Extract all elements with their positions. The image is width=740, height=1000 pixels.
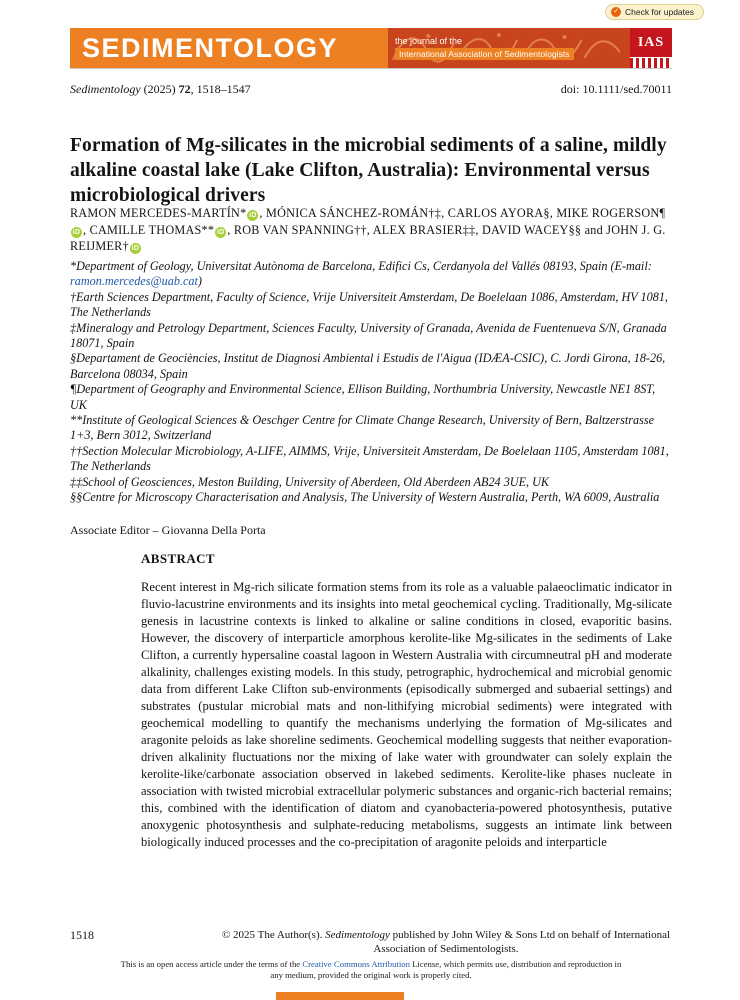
orcid-icon[interactable]: iD (216, 228, 225, 236)
journal-name: SEDIMENTOLOGY (82, 32, 339, 63)
author-segment: , CAMILLE THOMAS** (83, 222, 215, 237)
copyright-post: published by John Wiley & Sons Ltd on behalf of International Association of Sedimentologists. (373, 929, 671, 955)
citation-year: (2025) (140, 82, 179, 96)
open-access-post: License, which permits use, distribution and reproduction in any medium, provided the original work is properly cited. (270, 959, 622, 980)
abstract-section (141, 551, 672, 851)
affiliation: §§Centre for Microscopy Characterisation and Analysis, The University of Western Australia, Perth, WA 6009, Australia (70, 490, 660, 505)
citation-journal: Sedimentology (70, 82, 141, 96)
citation-text (70, 82, 251, 97)
crossmark-icon: ✓ (611, 7, 621, 17)
open-access-pre: This is an open access article under the terms of the (120, 959, 303, 969)
affiliation: §Departament de Geociències, Institut de Diagnosi Ambiental i Estudis de l'Aigua (IDÆA-CSIC), C. Jordi Girona, 18-26, Barcelona 08034, Spain (70, 351, 666, 381)
citation-row (70, 82, 672, 97)
citation-pages: , 1518–1547 (190, 82, 251, 96)
citation-volume: 72 (178, 82, 191, 96)
journal-tagline-block (388, 28, 630, 68)
ias-logo-stripes (630, 57, 672, 68)
doi-text: doi: 10.1111/sed.70011 (560, 82, 672, 96)
orcid-icon[interactable]: iD (249, 212, 257, 219)
affiliation: †Earth Sciences Department, Faculty of Science, Vrije Universiteit Amsterdam, De Boelelaan 1086, Amsterdam, HV 1081, The Netherlands (70, 289, 668, 320)
copyright-pre: © 2025 The Author(s). (221, 929, 326, 941)
bottom-banner-fragment (276, 992, 404, 1000)
affiliation (70, 259, 672, 290)
affiliation: **Institute of Geological Sciences & Oeschger Centre for Climate Change Research, University of Bern, Baltzerstrasse 1+3, Bern 3012, Switzerland (70, 413, 654, 443)
author-segment: RAMON MERCEDES-MARTÍN* (70, 206, 247, 220)
affiliation: ‡Mineralogy and Petrology Department, Sciences Faculty, University of Granada, Avenida de Fuentenueva S/N, Granada 18071, Spain (70, 320, 667, 351)
abstract-text: Recent interest in Mg-rich silicate formation stems from its role as a valuable palaeoclimatic indicator in fluvio-lacustrine environments and its insights into metal geochemical cycling. Traditionally, Mg-silicate genesis in lacustrine contexts is linked to alkaline or saline conditions in closed, evaporitic basins. However, the discovery of interparticle amorphous kerolite-like Mg-silicates in the sediments of Lake Clifton, a currently hypersaline coastal lagoon in Western Australia with circumneutral pH and moderate alkalinity, challenges existing models. In this study, petrographic, hydrochemical and microbial genomic data from different Lake Clifton sub-environments (episodically submerged and subaerial settings) and substrates (pustular microbial mats and non-lithifying microbial sediments) were integrated with geochemical modelling to quantify the mechanisms underlying the formation of Mg-silicates and aragonite peloids as lake shoreline sediments. Geochemical modelling suggests that neither evaporation-driven alkalinity fluctuations nor the mixing of lake water with groundwater can solely explain the kerolite-like/carbonate association observed in lakebed sediments. Kerolite-like phases nucleate in association with twisted microbial extracellular polymeric substances and organic-rich bacterial remains; this, combined with the identification of diatom and cyanobacteria-powered photosynthesis, putative anoxygenic photosynthesis and sulphate-reducing metabolisms, suggests an intimate link between biologically induced processes and the co-precipitation of aragonite peloids and interparticle (141, 580, 672, 849)
copyright-journal: Sedimentology (325, 929, 390, 941)
check-for-updates-label: Check for updates (625, 7, 694, 17)
author-list (70, 205, 672, 255)
abstract-heading: ABSTRACT (141, 551, 215, 566)
affiliation: ‡‡School of Geosciences, Meston Building, University of Aberdeen, Old Aberdeen AB24 3UE, UK (70, 474, 550, 489)
affiliation-list (70, 259, 672, 506)
journal-masthead (70, 28, 672, 68)
journal-tagline-line1: the journal of the (395, 36, 463, 46)
open-access-note (118, 959, 624, 981)
associate-editor-line: Associate Editor – Giovanna Della Porta (70, 523, 266, 537)
author-segment: , ROB VAN SPANNING††, ALEX BRASIER‡‡, DAVID WACEY§§ and JOHN J. G. REIJMER† (70, 222, 666, 253)
affiliation: ¶Department of Geography and Environmental Science, Ellison Building, Northumbria University, Newcastle NE1 8ST, UK (70, 382, 656, 412)
copyright-notice (220, 928, 672, 956)
article-title: Formation of Mg-silicates in the microbial sediments of a saline, mildly alkaline coastal lake (Lake Clifton, Australia): Environmental versus microbiological drivers (70, 135, 667, 207)
orcid-icon[interactable]: iD (131, 245, 140, 252)
ias-logo-text: IAS (637, 34, 665, 50)
ias-logo (630, 28, 672, 68)
orcid-icon[interactable]: iD (72, 228, 81, 236)
author-email-link[interactable]: ramon.mercedes@uab.cat (70, 274, 198, 289)
author-segment: , MÓNICA SÁNCHEZ-ROMÁN†‡, CARLOS AYORA§, MIKE ROGERSON¶ (259, 206, 666, 220)
affiliation: ††Section Molecular Microbiology, A-LIFE, AIMMS, Vrije, Universiteit Amsterdam, De Boelelaan 1105, Amsterdam 1081, The Netherlands (70, 443, 669, 474)
journal-tagline-line2: International Association of Sedimentologists (395, 48, 574, 60)
creative-commons-link[interactable]: Creative Commons Attribution (302, 959, 410, 969)
affiliation-text: ) (197, 274, 202, 289)
footer-row (70, 928, 672, 956)
affiliation-text: *Department of Geology, Universitat Autònoma de Barcelona, Edifici Cs, Cerdanyola del Vallés 08193, Spain (E-mail: (70, 259, 652, 273)
page-number: 1518 (70, 928, 94, 942)
check-for-updates-button[interactable] (605, 4, 704, 20)
journal-name-block (70, 28, 388, 68)
